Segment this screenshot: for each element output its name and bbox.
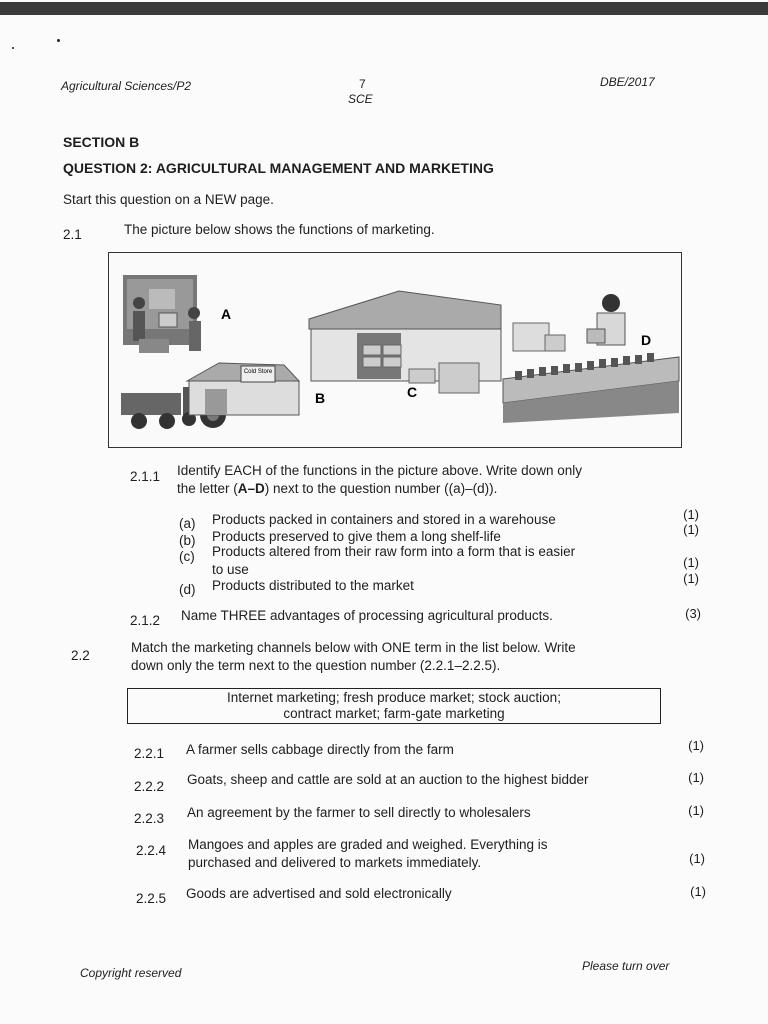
terms-box [127, 688, 661, 724]
marketing-functions-figure [108, 252, 682, 448]
q211-item-b-label: (b) [179, 533, 196, 548]
q211-item-c-text2: to use [212, 562, 249, 577]
scan-speck [57, 39, 60, 42]
q223-text: An agreement by the farmer to sell directly to wholesalers [187, 805, 531, 820]
q211-text-line2 [177, 481, 497, 496]
q211-item-a-marks: (1) [683, 507, 699, 522]
question-title: QUESTION 2: AGRICULTURAL MANAGEMENT AND MARKETING [63, 160, 494, 176]
q221-text: A farmer sells cabbage directly from the farm [186, 742, 454, 757]
q222-marks: (1) [688, 770, 704, 785]
q212-text: Name THREE advantages of processing agricultural products. [181, 608, 553, 623]
processing-line-illustration [503, 294, 679, 423]
label-d: D [641, 332, 652, 348]
q225-marks: (1) [690, 884, 706, 899]
label-a: A [221, 306, 232, 322]
q224-text2: purchased and delivered to markets immediately. [188, 855, 482, 870]
q211-item-d-text: Products distributed to the market [212, 578, 414, 593]
cold-store-sign: Cold Store [243, 369, 273, 375]
label-b: B [315, 390, 326, 406]
header-subject: Agricultural Sciences/P2 [61, 79, 192, 93]
scan-speck [12, 47, 14, 49]
q212-marks: (3) [685, 606, 701, 621]
terms-line2: contract market; farm-gate marketing [283, 706, 505, 721]
q211-text-pre: the letter ( [177, 481, 238, 496]
q211-item-b-text: Products preserved to give them a long shelf-life [212, 529, 501, 544]
cold-store-illustration [187, 363, 299, 415]
footer-turn-over: Please turn over [582, 959, 670, 973]
q22-text-line2: down only the term next to the question number (2.2.1–2.2.5). [131, 658, 501, 673]
q223-number: 2.2.3 [134, 811, 165, 826]
q221-marks: (1) [688, 738, 704, 753]
q211-text-line1: Identify EACH of the functions in the picture above. Write down only [177, 463, 582, 478]
q211-item-d-label: (d) [179, 582, 196, 597]
label-c: C [407, 384, 418, 400]
q21-number: 2.1 [63, 227, 82, 242]
q222-number: 2.2.2 [134, 779, 165, 794]
footer-copyright: Copyright reserved [80, 966, 182, 980]
terms-line1: Internet marketing; fresh produce market; stock auction; [227, 690, 561, 705]
instruction: Start this question on a NEW page. [63, 192, 274, 207]
q211-item-a-text: Products packed in containers and stored in a warehouse [212, 512, 556, 527]
q224-text: Mangoes and apples are graded and weighed. Everything is [188, 837, 548, 852]
figure-drawing [109, 253, 681, 447]
q22-text-line1: Match the marketing channels below with ONE term in the list below. Write [131, 640, 576, 655]
q211-item-c-label: (c) [179, 549, 195, 564]
q212-number: 2.1.2 [130, 613, 161, 628]
q22-number: 2.2 [71, 648, 90, 663]
scan-top-edge [0, 2, 768, 15]
q224-marks: (1) [689, 851, 705, 866]
q211-item-b-marks: (1) [683, 522, 699, 537]
q211-text-post: ) next to the question number ((a)–(d)). [264, 481, 498, 496]
section-title: SECTION B [63, 134, 140, 150]
q211-text-bold: A–D [237, 481, 265, 496]
header-dbe: DBE/2017 [600, 75, 655, 89]
page-number: 7 [359, 77, 366, 91]
q223-marks: (1) [688, 803, 704, 818]
q211-item-d-marks: (1) [683, 571, 699, 586]
warehouse-illustration [309, 291, 501, 393]
q211-item-c-marks: (1) [683, 555, 699, 570]
q211-item-c-text: Products altered from their raw form into a form that is easier [212, 544, 576, 559]
q21-text: The picture below shows the functions of marketing. [124, 222, 435, 237]
q224-number: 2.2.4 [136, 843, 167, 858]
q225-text: Goods are advertised and sold electronically [186, 886, 452, 901]
truck-loading-illustration [123, 275, 201, 353]
q221-number: 2.2.1 [134, 746, 165, 761]
header-sce: SCE [348, 92, 373, 106]
q211-number: 2.1.1 [130, 469, 161, 484]
q211-item-a-label: (a) [179, 516, 196, 531]
q222-text: Goats, sheep and cattle are sold at an auction to the highest bidder [187, 772, 589, 787]
q225-number: 2.2.5 [136, 891, 167, 906]
